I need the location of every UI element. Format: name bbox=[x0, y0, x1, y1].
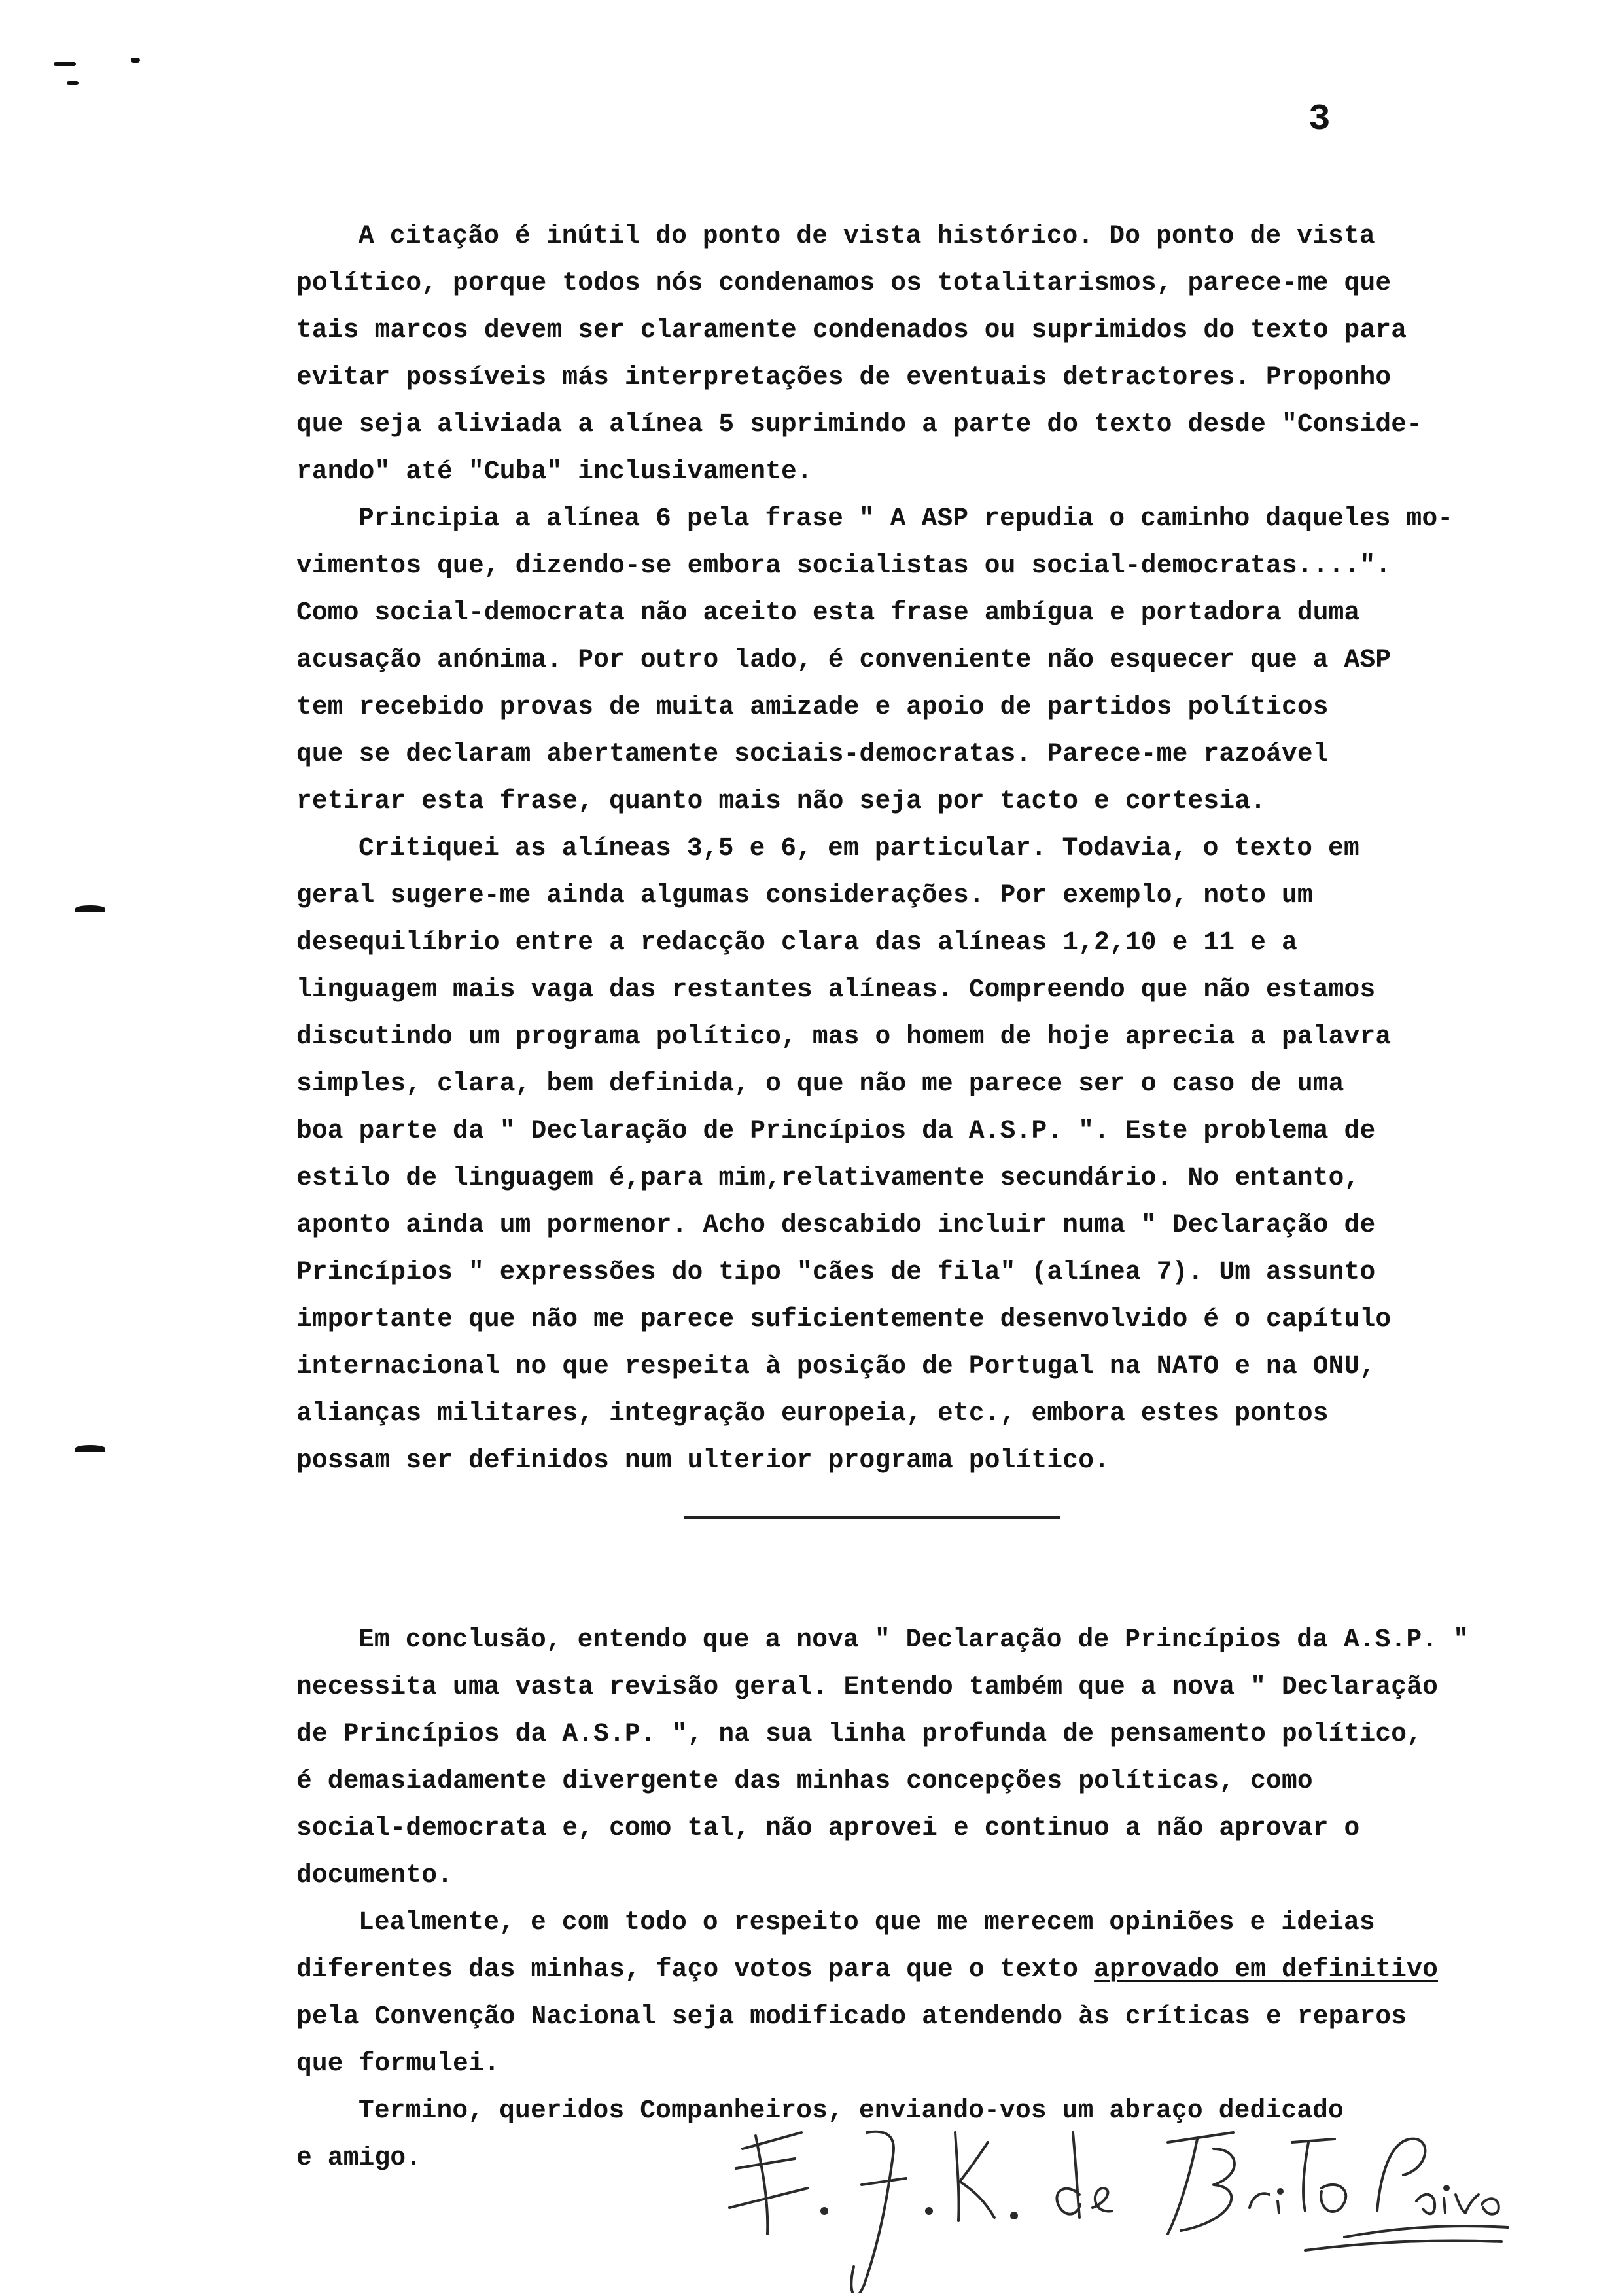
text-line: Como social-democrata não aceito esta frase ambígua e portadora duma bbox=[296, 598, 1360, 627]
text-line: geral sugere-me ainda algumas considerações. Por exemplo, noto um bbox=[296, 880, 1313, 910]
text-line: discutindo um programa político, mas o homem de hoje aprecia a palavra bbox=[296, 1022, 1392, 1051]
text-line: Principia a alínea 6 pela frase " A ASP repudia o caminho daqueles mo- bbox=[359, 504, 1454, 533]
section-spacer bbox=[296, 1569, 1552, 1616]
text-line: desequilíbrio entre a redacção clara das alíneas 1,2,10 e 11 e a bbox=[296, 928, 1297, 957]
text-line: que formulei. bbox=[296, 2049, 500, 2078]
text-line: retirar esta frase, quanto mais não seja por tacto e cortesia. bbox=[296, 786, 1267, 816]
punch-hole-mark bbox=[67, 81, 79, 85]
text-line: documento. bbox=[296, 1860, 453, 1890]
letter-body bbox=[296, 213, 1552, 2182]
text-line: simples, clara, bem definida, o que não me parece ser o caso de uma bbox=[296, 1069, 1344, 1098]
paragraph bbox=[296, 495, 1552, 825]
text-line: Em conclusão, entendo que a nova " Declaração de Princípios da A.S.P. " bbox=[359, 1625, 1469, 1654]
text-line-start: diferentes das minhas, faço votos para que o texto bbox=[296, 1955, 1095, 1984]
text-line: A citação é inútil do ponto de vista histórico. Do ponto de vista bbox=[359, 221, 1375, 251]
text-line: vimentos que, dizendo-se embora socialistas ou social-democratas....". bbox=[296, 551, 1392, 580]
handwritten-signature bbox=[716, 2070, 1515, 2293]
paragraph bbox=[296, 1616, 1552, 1899]
page-number: 3 bbox=[1308, 98, 1331, 140]
text-line: evitar possíveis más interpretações de eventuais detractores. Proponho bbox=[296, 362, 1392, 392]
text-line: rando" até "Cuba" inclusivamente. bbox=[296, 457, 813, 486]
text-line: que se declaram abertamente sociais-democratas. Parece-me razoável bbox=[296, 739, 1329, 769]
text-line: é demasiadamente divergente das minhas concepções políticas, como bbox=[296, 1766, 1313, 1796]
text-line: possam ser definidos num ulterior programa político. bbox=[296, 1446, 1110, 1475]
text-line: pela Convenção Nacional seja modificado atendendo às críticas e reparos bbox=[296, 2002, 1407, 2031]
text-line: Lealmente, e com todo o respeito que me merecem opiniões e ideias bbox=[359, 1907, 1375, 1937]
punch-hole-mark bbox=[131, 58, 140, 63]
text-line: político, porque todos nós condenamos os totalitarismos, parece-me que bbox=[296, 268, 1392, 298]
text-line: aponto ainda um pormenor. Acho descabido incluir numa " Declaração de bbox=[296, 1210, 1376, 1240]
text-line: tais marcos devem ser claramente condenados ou suprimidos do texto para bbox=[296, 315, 1407, 345]
text-line: Termino, queridos Companheiros, enviando-vos um abraço dedicado bbox=[359, 2096, 1344, 2125]
text-line: Critiquei as alíneas 3,5 e 6, em particular. Todavia, o texto em bbox=[359, 833, 1359, 863]
text-line: estilo de linguagem é,para mim,relativamente secundário. No entanto, bbox=[296, 1163, 1360, 1192]
text-line: acusação anónima. Por outro lado, é conveniente não esquecer que a ASP bbox=[296, 645, 1392, 674]
punch-hole-mark bbox=[75, 905, 105, 912]
section-separator bbox=[684, 1516, 1060, 1519]
paragraph bbox=[296, 1899, 1552, 2087]
text-line: boa parte da " Declaração de Princípios da A.S.P. ". Este problema de bbox=[296, 1116, 1376, 1145]
paragraph bbox=[296, 825, 1552, 1484]
text-line: de Princípios da A.S.P. ", na sua linha profunda de pensamento político, bbox=[296, 1719, 1423, 1748]
underlined-phrase: aprovado em definitivo bbox=[1094, 1955, 1438, 1984]
section-spacer bbox=[296, 1484, 1552, 1569]
text-line: internacional no que respeita à posição de Portugal na NATO e na ONU, bbox=[296, 1351, 1376, 1381]
punch-hole-mark bbox=[75, 1445, 105, 1452]
text-line: e amigo. bbox=[296, 2143, 422, 2172]
punch-hole-mark bbox=[54, 62, 76, 66]
paragraph bbox=[296, 213, 1552, 495]
text-line: Princípios " expressões do tipo "cães de fila" (alínea 7). Um assunto bbox=[296, 1257, 1376, 1287]
text-line: social-democrata e, como tal, não aprovei e continuo a não aprovar o bbox=[296, 1813, 1360, 1843]
text-line: que seja aliviada a alínea 5 suprimindo a parte do texto desde "Conside- bbox=[296, 409, 1423, 439]
text-line: tem recebido provas de muita amizade e apoio de partidos políticos bbox=[296, 692, 1329, 722]
text-line bbox=[296, 1946, 1552, 1993]
text-line: linguagem mais vaga das restantes alíneas. Compreendo que não estamos bbox=[296, 975, 1376, 1004]
text-line: necessita uma vasta revisão geral. Entendo também que a nova " Declaração bbox=[296, 1672, 1438, 1701]
text-line: alianças militares, integração europeia, etc., embora estes pontos bbox=[296, 1399, 1329, 1428]
text-line: importante que não me parece suficientemente desenvolvido é o capítulo bbox=[296, 1304, 1392, 1334]
